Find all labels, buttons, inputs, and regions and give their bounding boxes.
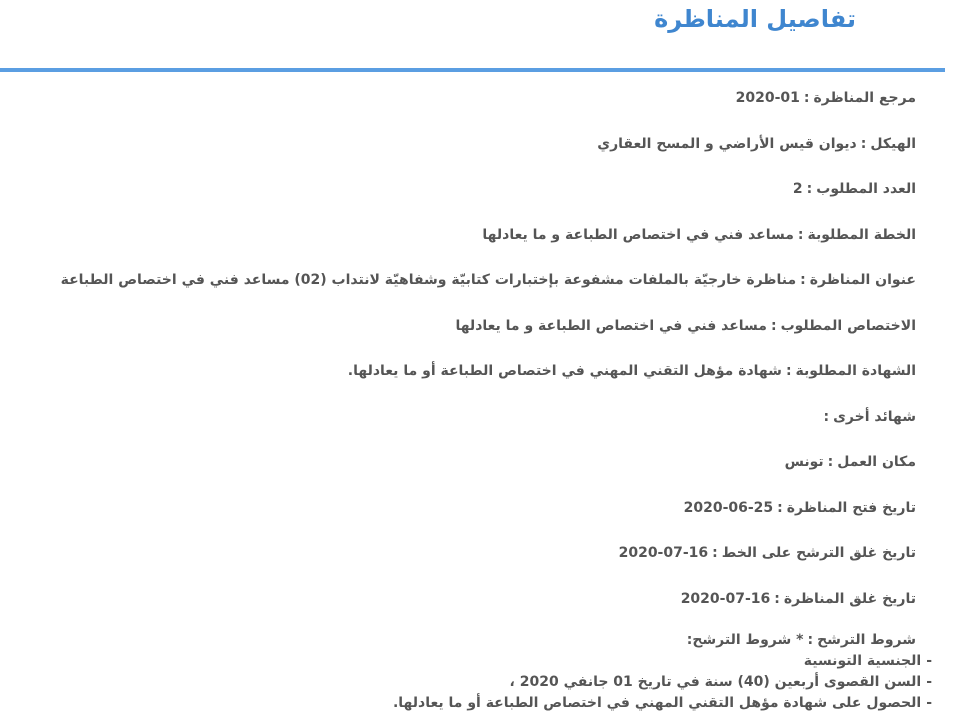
dash-bullet: - xyxy=(926,695,932,711)
conditions-heading xyxy=(12,629,916,651)
detail-value: 2020-07-16 xyxy=(618,545,709,561)
detail-value: 2020-06-25 xyxy=(683,499,774,516)
condition-text: الجنسية التونسية xyxy=(803,653,922,669)
conditions-value: * شروط الترشح: xyxy=(686,632,804,648)
list-item xyxy=(12,672,932,693)
detail-label: الشهادة المطلوبة xyxy=(795,363,916,379)
detail-separator: : xyxy=(823,408,830,425)
detail-label: الاختصاص المطلوب xyxy=(780,317,916,334)
detail-label: العدد المطلوب xyxy=(816,181,916,197)
list-item xyxy=(12,651,932,672)
page-header xyxy=(0,0,945,72)
detail-separator: : xyxy=(712,545,718,561)
detail-specialty xyxy=(16,314,916,360)
detail-separator: : xyxy=(806,181,813,197)
detail-label: تاريخ غلق المناظرة xyxy=(783,590,916,607)
detail-label: مرجع المناظرة xyxy=(813,90,916,106)
dash-bullet: - xyxy=(926,674,932,690)
detail-required-degree xyxy=(16,359,916,405)
detail-value: 2 xyxy=(792,181,803,197)
detail-label: عنوان المناظرة xyxy=(809,272,916,288)
detail-label: شهائد أخرى xyxy=(833,408,916,425)
detail-separator: : xyxy=(774,590,780,607)
list-item xyxy=(12,693,932,714)
detail-separator: : xyxy=(860,135,867,152)
detail-separator: : xyxy=(803,90,810,106)
detail-required-count xyxy=(16,177,916,223)
detail-separator: : xyxy=(797,226,804,243)
detail-separator: : xyxy=(800,272,806,288)
dash-bullet: - xyxy=(926,653,932,669)
detail-label: تاريخ غلق الترشح على الخط xyxy=(721,545,916,561)
page-title: تفاصيل المناظرة xyxy=(654,5,856,33)
detail-value: مساعد فني في اختصاص الطباعة و ما يعادلها xyxy=(482,226,794,243)
application-conditions xyxy=(12,629,932,714)
detail-value: شهادة مؤهل التقني المهني في اختصاص الطباعة أو ما يعادلها. xyxy=(347,363,782,379)
detail-value: مناظرة خارجيّة بالملفات مشفوعة بإختبارات كتابيّة وشفاهيّة لانتداب (02) مساعد فني في اختصاص الطباعة xyxy=(60,272,797,288)
detail-label: مكان العمل xyxy=(837,454,916,470)
detail-other-degrees xyxy=(16,405,916,451)
conditions-list xyxy=(12,651,932,714)
condition-text: الحصول على شهادة مؤهل التقني المهني في اختصاص الطباعة أو ما يعادلها. xyxy=(392,695,922,711)
detail-separator: : xyxy=(807,632,814,648)
detail-label: الهيكل xyxy=(870,135,916,152)
condition-text: السن القصوى أربعين (40) سنة في تاريخ 01 جانفي 2020 ، xyxy=(509,674,922,690)
detail-label: الخطة المطلوبة xyxy=(807,226,916,243)
detail-reference xyxy=(16,86,916,132)
detail-organization xyxy=(16,132,916,178)
detail-online-closing-date xyxy=(16,541,916,587)
detail-value: تونس xyxy=(784,454,824,470)
detail-separator: : xyxy=(827,454,834,470)
competition-details xyxy=(16,86,916,632)
detail-work-location xyxy=(16,450,916,496)
detail-closing-date xyxy=(16,587,916,633)
detail-label: تاريخ فتح المناظرة xyxy=(786,499,916,516)
detail-value: مساعد فني في اختصاص الطباعة و ما يعادلها xyxy=(455,317,767,334)
detail-separator: : xyxy=(777,499,783,516)
detail-position xyxy=(16,223,916,269)
conditions-label: شروط الترشح xyxy=(817,632,916,648)
detail-value: 2020-01 xyxy=(735,90,800,106)
detail-value: ديوان قيس الأراضي و المسح العقاري xyxy=(597,135,857,152)
detail-value: 2020-07-16 xyxy=(680,590,771,607)
detail-competition-title xyxy=(16,268,916,314)
detail-separator: : xyxy=(785,363,792,379)
detail-opening-date xyxy=(16,496,916,542)
detail-separator: : xyxy=(770,317,777,334)
